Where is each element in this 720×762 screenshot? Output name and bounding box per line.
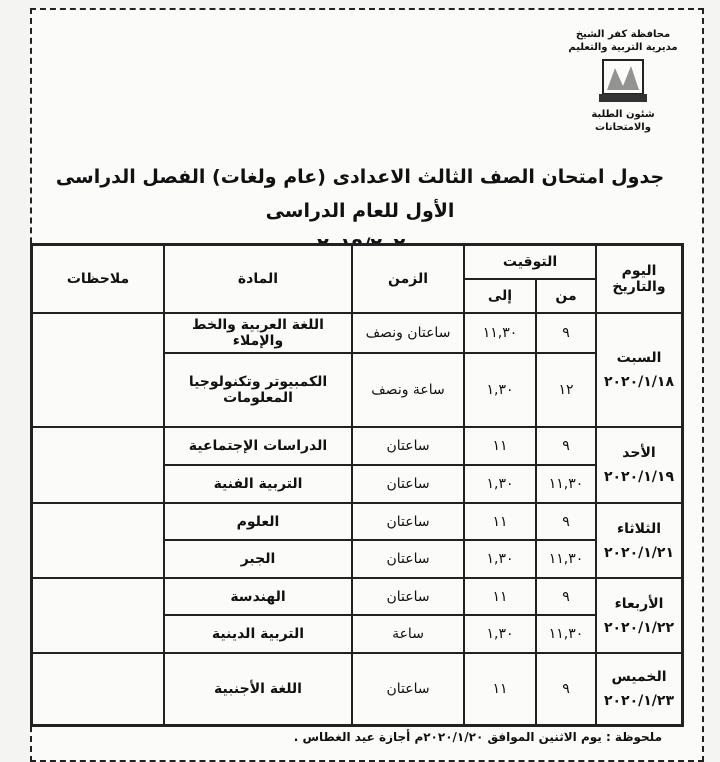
day-date: ٢٠٢٠/١/١٩ <box>603 469 675 485</box>
day-date: ٢٠٢٠/١/٢١ <box>603 544 675 561</box>
time-from: ١١,٣٠ <box>536 615 596 653</box>
day-cell <box>596 653 682 725</box>
subject: اللغة الأجنبية <box>164 653 352 725</box>
header-notes: ملاحظات <box>32 245 164 313</box>
table-row <box>32 427 682 465</box>
day-cell <box>596 427 682 503</box>
day-cell <box>596 503 682 578</box>
day-name: السبت <box>616 350 662 366</box>
subject: الكمبيوتر وتكنولوجيا المعلومات <box>164 353 352 427</box>
time-from: ٩ <box>536 427 596 465</box>
subject: الدراسات الإجتماعية <box>164 427 352 465</box>
header-duration: الزمن <box>352 245 464 313</box>
subject: اللغة العربية والخط والإملاء <box>164 313 352 353</box>
day-name: الأربعاء <box>614 595 664 612</box>
duration: ساعتان <box>352 427 464 465</box>
subject: التربية الفنية <box>164 465 352 503</box>
time-from: ٩ <box>536 653 596 725</box>
logo-line-directorate: مديرية التربية والتعليم <box>568 42 678 53</box>
duration: ساعة <box>352 615 464 653</box>
duration: ساعتان <box>352 578 464 615</box>
table-row <box>32 503 682 540</box>
time-from: ١١,٣٠ <box>536 540 596 578</box>
header-to: إلى <box>464 279 536 313</box>
time-from: ١١,٣٠ <box>536 465 596 503</box>
table-row <box>32 578 682 615</box>
time-to: ١,٣٠ <box>464 615 536 653</box>
header-day-date: اليوم والتاريخ <box>596 245 682 313</box>
time-to: ١,٣٠ <box>464 540 536 578</box>
time-from: ٩ <box>536 578 596 615</box>
duration: ساعتان <box>352 465 464 503</box>
exam-schedule-table <box>30 243 684 727</box>
header-timing: التوقيت <box>464 245 596 279</box>
notes-cell <box>32 427 164 503</box>
notes-cell <box>32 503 164 578</box>
notes-cell <box>32 313 164 427</box>
subject: الهندسة <box>164 578 352 615</box>
time-to: ١١ <box>464 653 536 725</box>
day-cell <box>596 313 682 427</box>
time-from: ٩ <box>536 313 596 353</box>
subject: الجبر <box>164 540 352 578</box>
duration: ساعتان <box>352 653 464 725</box>
day-name: الخميس <box>611 669 667 685</box>
directorate-logo <box>568 28 678 133</box>
title-line-1: جدول امتحان الصف الثالث الاعدادى (عام ولغات) الفصل الدراسى الأول للعام الدراسى <box>55 166 665 222</box>
notes-cell <box>32 653 164 725</box>
day-name: الأحد <box>622 445 656 461</box>
duration: ساعتان <box>352 503 464 540</box>
day-date: ٢٠٢٠/١/٢٢ <box>603 619 675 636</box>
notes-cell <box>32 578 164 653</box>
duration: ساعتان ونصف <box>352 313 464 353</box>
day-date: ٢٠٢٠/١/٢٣ <box>603 693 675 709</box>
day-cell <box>596 578 682 653</box>
emblem-icon <box>595 56 651 106</box>
subject: التربية الدينية <box>164 615 352 653</box>
table-row <box>32 653 682 725</box>
table-row <box>32 313 682 353</box>
time-to: ١,٣٠ <box>464 465 536 503</box>
exam-schedule <box>30 243 680 727</box>
time-to: ١١,٣٠ <box>464 313 536 353</box>
time-from: ١٢ <box>536 353 596 427</box>
header-from: من <box>536 279 596 313</box>
duration: ساعتان <box>352 540 464 578</box>
duration: ساعة ونصف <box>352 353 464 427</box>
subject: العلوم <box>164 503 352 540</box>
header-subject: المادة <box>164 245 352 313</box>
time-from: ٩ <box>536 503 596 540</box>
logo-line-affairs: شئون الطلبة والامتحانات <box>591 109 655 133</box>
footnote: ملحوظة : يوم الاثنين الموافق ٢٠٢٠/١/٢٠م أجازة عيد الغطاس . <box>293 730 662 744</box>
time-to: ١,٣٠ <box>464 353 536 427</box>
logo-line-governorate: محافظة كفر الشيخ <box>575 29 671 40</box>
time-to: ١١ <box>464 503 536 540</box>
time-to: ١١ <box>464 427 536 465</box>
day-date: ٢٠٢٠/١/١٨ <box>603 374 675 390</box>
time-to: ١١ <box>464 578 536 615</box>
day-name: الثلاثاء <box>616 520 662 537</box>
